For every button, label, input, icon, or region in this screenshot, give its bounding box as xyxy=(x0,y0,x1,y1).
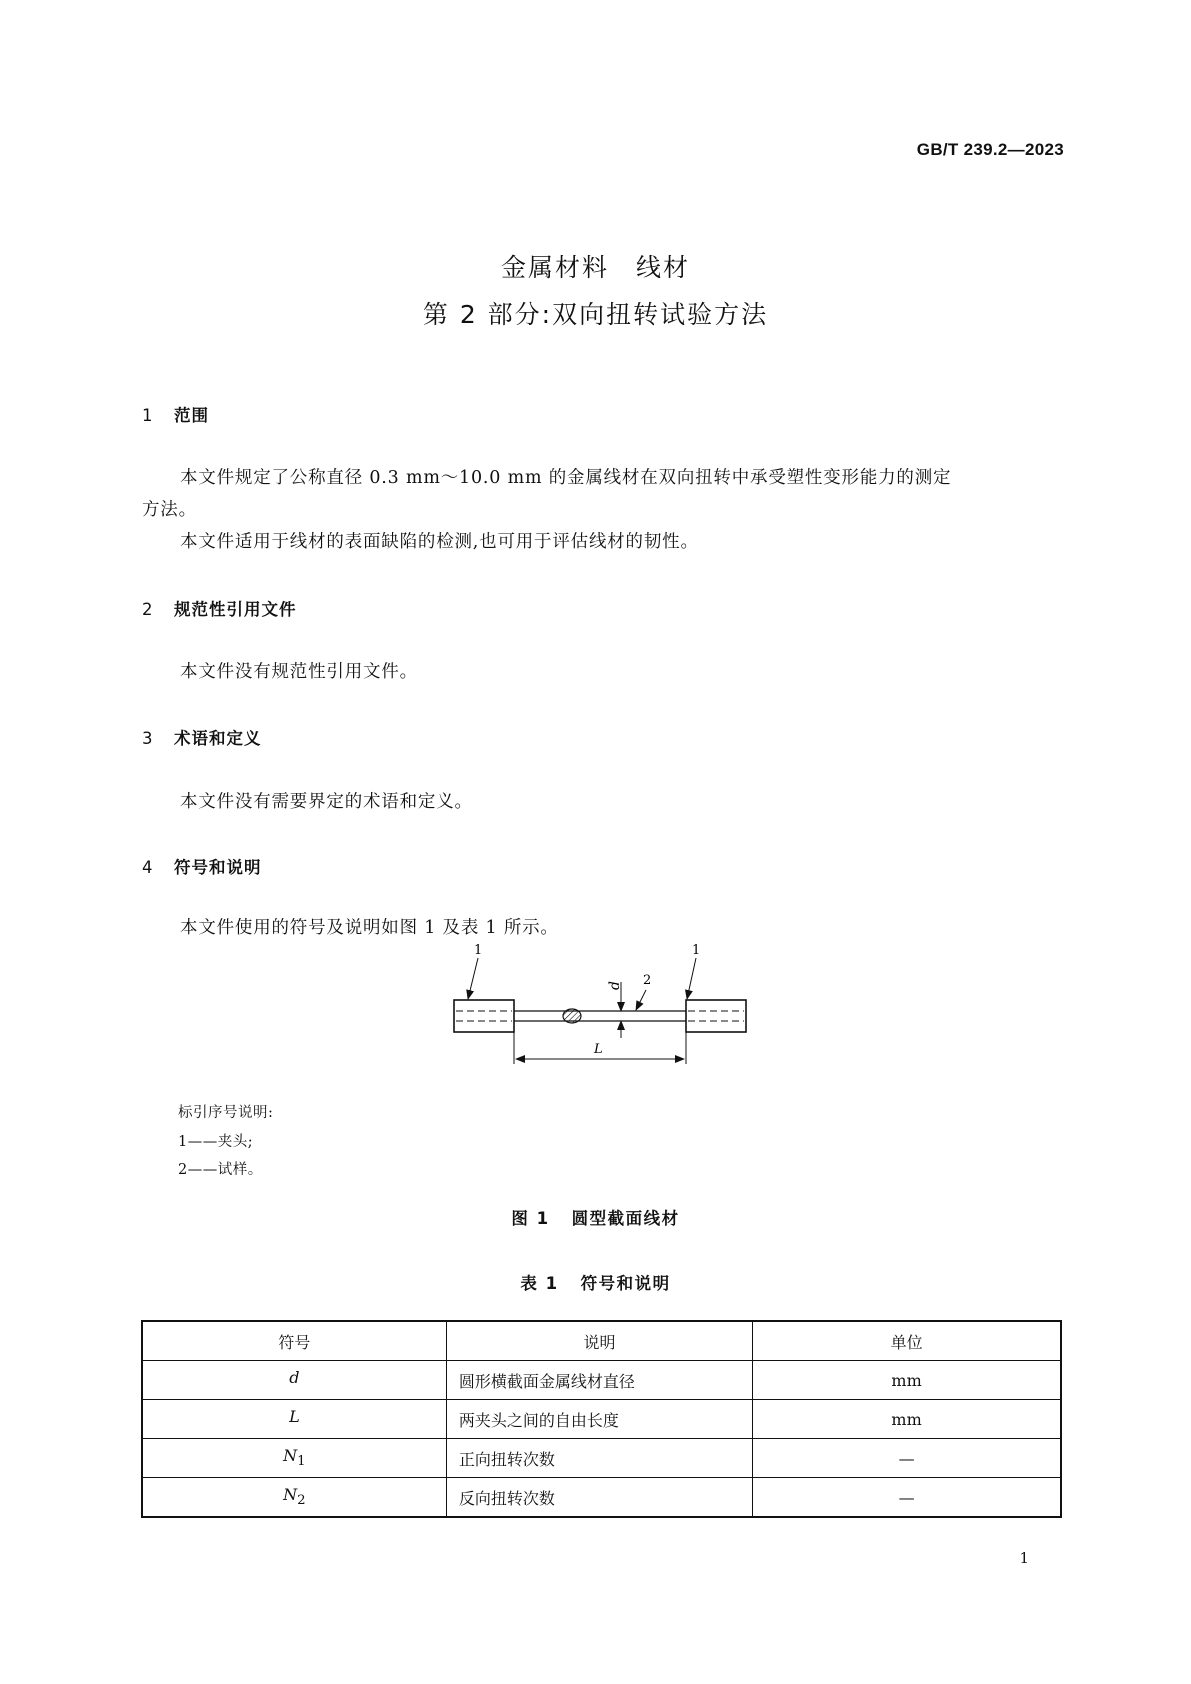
symbols-table xyxy=(141,1320,1062,1518)
figure-key-item-1: 1——夹头; xyxy=(178,1134,254,1150)
section-1-paragraph-2: 本文件适用于线材的表面缺陷的检测,也可用于评估线材的韧性。 xyxy=(180,532,699,552)
symbol-cell: $N_2$ xyxy=(142,1478,446,1518)
header-symbol: 符号 xyxy=(142,1321,446,1361)
unit-cell: mm xyxy=(753,1361,1061,1400)
cross-section-hatch xyxy=(563,1009,581,1023)
table-row xyxy=(142,1478,1061,1518)
table-caption-text: 符号和说明 xyxy=(580,1274,671,1293)
header-description: 说明 xyxy=(446,1321,752,1361)
page-number: 1 xyxy=(1019,1549,1029,1567)
grip-right-label: 1 xyxy=(692,943,701,958)
document-title: 金属材料 线材 xyxy=(500,253,690,282)
unit-cell: mm xyxy=(753,1400,1061,1439)
specimen-label: 2 xyxy=(643,973,652,988)
document-subtitle: 第 2 部分:双向扭转试验方法 xyxy=(422,300,769,329)
standard-code: GB/T 239.2—2023 xyxy=(916,140,1064,159)
section-4-heading xyxy=(142,854,262,878)
table-row xyxy=(142,1439,1061,1478)
diameter-label: d xyxy=(607,981,623,990)
section-2-paragraph: 本文件没有规范性引用文件。 xyxy=(180,662,418,682)
section-3-paragraph: 本文件没有需要界定的术语和定义。 xyxy=(180,792,473,812)
section-2-heading xyxy=(142,596,297,620)
figure-1-diagram xyxy=(440,940,770,1080)
section-title: 规范性引用文件 xyxy=(174,600,297,619)
section-title: 范围 xyxy=(174,406,209,425)
figure-key-item-2: 2——试样。 xyxy=(178,1162,263,1178)
description-cell: 正向扭转次数 xyxy=(446,1439,752,1478)
length-label: L xyxy=(594,1042,603,1057)
section-1-paragraph-1-cont: 方法。 xyxy=(142,500,197,520)
unit-cell: — xyxy=(753,1478,1061,1518)
figure-caption-label: 图 1 xyxy=(511,1209,550,1228)
section-4-paragraph: 本文件使用的符号及说明如图 1 及表 1 所示。 xyxy=(180,918,559,938)
section-number: 2 xyxy=(142,600,154,619)
section-1-heading xyxy=(142,402,209,426)
unit-cell: — xyxy=(753,1439,1061,1478)
header-unit: 单位 xyxy=(753,1321,1061,1361)
section-number: 1 xyxy=(142,406,154,425)
figure-key-title: 标引序号说明: xyxy=(178,1105,274,1121)
section-1-paragraph-1: 本文件规定了公称直径 0.3 mm～10.0 mm 的金属线材在双向扭转中承受塑性变形能力的测定 xyxy=(180,468,952,488)
description-cell: 圆形横截面金属线材直径 xyxy=(446,1361,752,1400)
section-number: 3 xyxy=(142,729,154,748)
symbol-cell: L xyxy=(142,1400,446,1439)
symbol-cell: $N_1$ xyxy=(142,1439,446,1478)
symbol-cell: d xyxy=(142,1361,446,1400)
section-title: 术语和定义 xyxy=(174,729,262,748)
table-header-row xyxy=(142,1321,1061,1361)
figure-caption-text: 圆型截面线材 xyxy=(571,1209,680,1228)
table-1-caption xyxy=(0,1270,1191,1294)
grip-left-label: 1 xyxy=(474,943,483,958)
right-grip xyxy=(686,1000,746,1032)
description-cell: 反向扭转次数 xyxy=(446,1478,752,1518)
left-grip xyxy=(454,1000,514,1032)
description-cell: 两夹头之间的自由长度 xyxy=(446,1400,752,1439)
table-row xyxy=(142,1400,1061,1439)
figure-1-caption xyxy=(0,1205,1191,1229)
section-title: 符号和说明 xyxy=(174,858,262,877)
section-3-heading xyxy=(142,725,262,749)
table-caption-label: 表 1 xyxy=(520,1274,559,1293)
section-number: 4 xyxy=(142,858,154,877)
table-row xyxy=(142,1361,1061,1400)
